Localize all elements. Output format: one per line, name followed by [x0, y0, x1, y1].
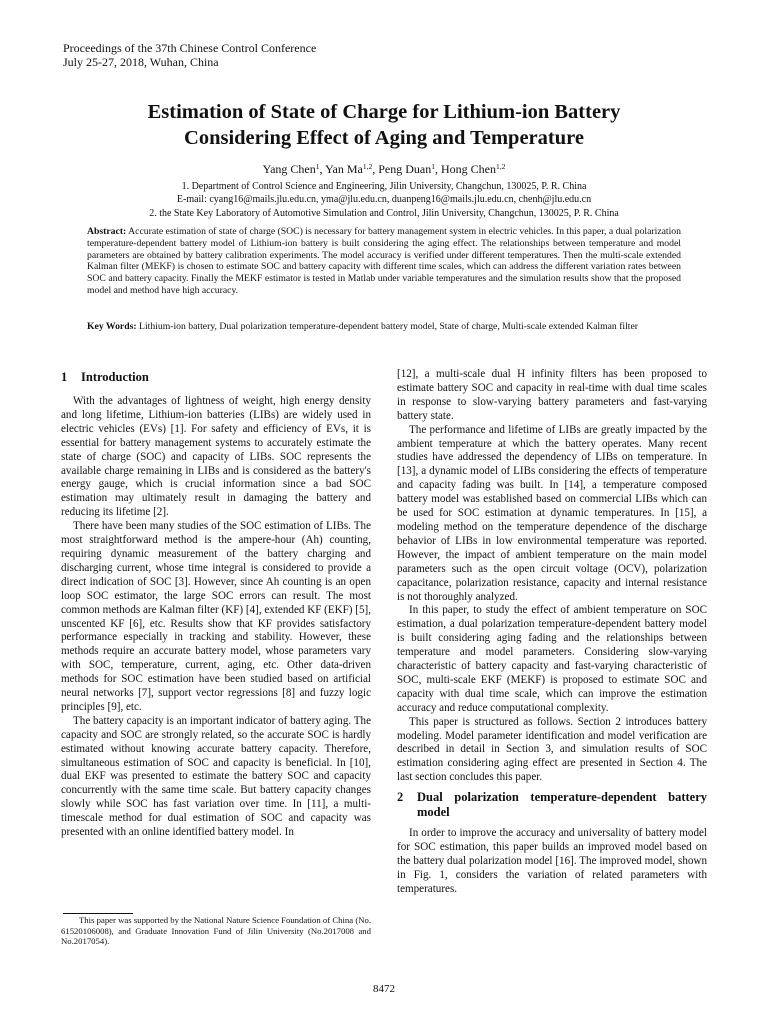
paragraph: This paper is structured as follows. Section 2 introduces battery modeling. Model parameter identification and model verification are described in detail in Section 3, and simulation results of SOC estimation considering aging effect are presented in Section 4. The last section concludes this paper. [397, 715, 707, 784]
paragraph: In this paper, to study the effect of ambient temperature on SOC estimation, a dual polarization temperature-dependent battery model is built considering aging fading and the relationships between temperature and model parameters. Considering slow-varying characteristic of battery capacity and fast-varying characteristic of SOC, multi-scale EKF (MEKF) is proposed to estimate SOC and capacity with dual time scale, which can improve the estimation accuracy and reduce computational complexity. [397, 604, 707, 714]
abstract-label: Abstract: [87, 226, 127, 237]
section-title: Introduction [81, 370, 149, 384]
affiliation-2: 2. the State Key Laboratory of Automotive Simulation and Control, Jilin University, Changchun, 130025, P. R. China [149, 208, 619, 219]
footnote-divider [63, 913, 133, 914]
conference-date-location: July 25-27, 2018, Wuhan, China [63, 55, 219, 69]
funding-footnote: This paper was supported by the National Nature Science Foundation of China (No. 61520106008), and Graduate Innovation Fund of Jilin University (No.2017008 and No.2017054). [61, 915, 371, 947]
paragraph: There have been many studies of the SOC estimation of LIBs. The most straightforward method is the ampere-hour (Ah) counting, requiring dynamic measurement of the battery charging and discharging current, whose time integral is considered to provide a direct indication of SOC [3]. However, since Ah counting is an open loop SOC estimator, the large SOC errors can result. The most common methods are Kalman filter (KF) [4], extended KF (EKF) [5], unscented KF [6], etc. Results show that KF provides satisfactory performance especially in tracking and stability. However, these methods require an accurate battery model, whose parameters vary with SOC, temperature, current, aging, etc. Other data-driven methods for SOC estimation have been studied based on artificial neural networks [7], support vector regressions [8] and fuzzy logic principles [9], etc. [61, 520, 371, 713]
section-number: 2 [397, 790, 404, 805]
left-column [61, 368, 371, 840]
right-column [397, 368, 707, 897]
paragraph: In order to improve the accuracy and universality of battery model for SOC estimation, this paper builds an improved model based on the battery dual polarization model [16]. The improved model, shown in Fig. 1, considers the variation of related parameters with temperatures. [397, 827, 707, 895]
title-line-1: Estimation of State of Charge for Lithium-ion Battery [147, 101, 621, 123]
page-number: 8472 [373, 983, 395, 995]
author-affiliation-mark: 1 [315, 162, 320, 171]
section-2-heading [397, 790, 707, 820]
author-name: Hong Chen [440, 162, 496, 176]
paragraph: [12], a multi-scale dual H infinity filters has been proposed to estimate battery SOC and capacity in real-time with dual time scales in response to slow-varying battery parameters and fast-varying battery state. [397, 368, 707, 422]
author-emails: E-mail: cyang16@mails.jlu.edu.cn, yma@jlu.edu.cn, duanpeng16@mails.jlu.edu.cn, chenh@jlu.edu.cn [176, 194, 592, 205]
author-affiliation-mark: 1,2 [362, 162, 373, 171]
abstract [87, 226, 681, 297]
section-number: 1 [61, 370, 68, 384]
abstract-text: Accurate estimation of state of charge (SOC) is necessary for battery management system in electric vehicles. In this paper, a dual polarization temperature-dependent battery model of Lithium-ion battery is built considering the aging effect. The relationships between temperature and model parameters are obtained by battery calibration experiments. The model accuracy is verified under different temperatures. Then the multi-scale extended Kalman filter (MEKF) is chosen to estimate SOC and battery capacity with different time scales, which can address the different variation rates between SOC and battery capacity. Finally the MEKF estimator is tested in Matlab under variable temperatures and the simulation results show that the proposed model and method have high accuracy. [87, 226, 681, 296]
paper-title [60, 99, 708, 151]
section-1-heading [61, 370, 371, 385]
keywords-label: Key Words: [87, 321, 137, 332]
author-list: Yang Chen$^1$, Yan Ma$^{1,2}$, Peng Duan$^1$, Hong Chen$^{1,2}$ [262, 162, 506, 176]
author-name: Peng Duan [378, 162, 432, 176]
affiliation-1: 1. Department of Control Science and Engineering, Jilin University, Changchun, 130025, P. R. China [181, 181, 587, 192]
conference-header [63, 41, 316, 69]
author-affiliation-mark: 1 [431, 162, 435, 171]
author-name: Yan Ma [325, 162, 363, 176]
conference-name: Proceedings of the 37th Chinese Control Conference [63, 41, 317, 55]
paragraph: The performance and lifetime of LIBs are greatly impacted by the ambient temperature at which the battery operates. Many recent studies have addressed the dependency of LIBs on temperature. In [13], a dynamic model of LIBs considering the effects of temperature and capacity fading was built. In [14], a temperature composed battery model was established based on commercial LIBs which can be used for SOC estimation at dynamic temperatures. In [15], a modeling method on the temperature dependence of the discharge behavior of LIBs in low environmental temperature was reported. However, the impact of ambient temperature on the main model parameters such as the open circuit voltage (OCV), polarization capacitance, polarization resistance, capacity and internal resistance is not thoroughly analyzed. [397, 423, 707, 603]
title-line-2: Considering Effect of Aging and Temperature [184, 127, 584, 149]
author-affiliation-mark: 1,2 [495, 162, 506, 171]
paragraph: The battery capacity is an important indicator of battery aging. The capacity and SOC are strongly related, so the accurate SOC is hardly estimated without knowing accurate battery capacity. Therefore, simultaneous estimation of SOC and capacity is beneficial. In [10], dual EKF was presented to estimate the battery SOC and capacity concurrently with the same time scale. But battery capacity changes slowly while SOC has fast variation over time. In [11], a multi-timescale method for dual estimation of SOC and capacity was presented with an online identified battery model. In [61, 714, 371, 839]
author-name: Yang Chen [262, 162, 316, 176]
section-title: Dual polarization temperature-dependent battery model [417, 790, 707, 820]
paragraph: With the advantages of lightness of weight, high energy density and long lifetime, Lithium-ion batteries (LIBs) are widely used in electric vehicles (EVs) [1]. For safety and efficiency of EVs, it is essential for battery management systems to accurately estimate the state of charge (SOC) and capacity of LIBs. SOC represents the available charge remaining in LIBs and is considered as the battery's energy gauge, which is crucial information since a bad SOC estimation may ultimately result in damaging the battery and reducing its lifetime [2]. [61, 395, 371, 519]
keywords [87, 321, 681, 334]
keywords-text: Lithium-ion battery, Dual polarization temperature-dependent battery model, State of charge, Multi-scale extended Kalman filter [139, 321, 639, 332]
